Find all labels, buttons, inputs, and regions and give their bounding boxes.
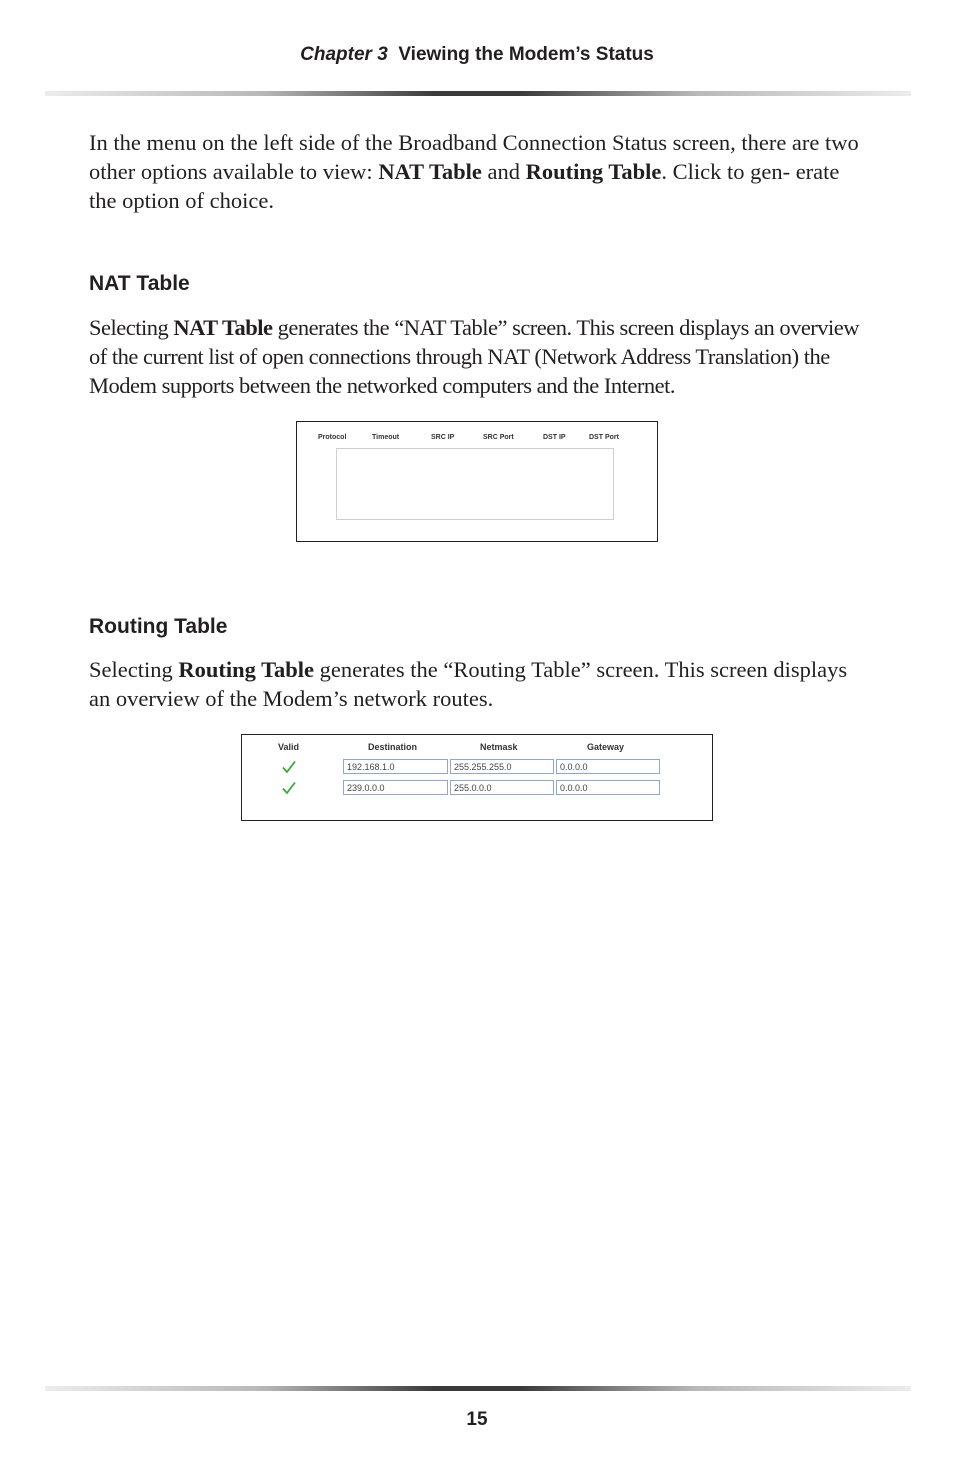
intro-text-3: . Click to gen- erate the option of choice. (89, 159, 840, 213)
route-netmask-field[interactable]: 255.255.255.0 (450, 759, 554, 774)
intro-routing-table-term: Routing Table (525, 159, 662, 184)
routing-table-heading: Routing Table (89, 615, 228, 638)
page-number: 15 (466, 1409, 488, 1430)
check-icon[interactable] (282, 781, 296, 795)
nat-col-dst-port: DST Port (589, 434, 619, 441)
chapter-title: Viewing the Modem’s Status (398, 44, 654, 65)
nat-col-timeout: Timeout (372, 434, 400, 441)
footer-rule (45, 1386, 911, 1391)
routing-text-2: generates the “Routing Table” screen. This screen displays an overview of the Modem’s network routes. (89, 657, 848, 711)
nat-col-dst-ip: DST IP (543, 434, 566, 441)
rt-col-netmask: Netmask (480, 742, 518, 752)
intro-nat-table-term: NAT Table (378, 159, 482, 184)
rt-col-gateway: Gateway (587, 742, 625, 752)
rt-col-valid: Valid (278, 742, 300, 752)
nat-text-2: generates the “NAT Table” screen. This screen displays an overview of the current list of open connections through NAT (Network Address Translation) the Modem supports between the networked computers and the Internet. (89, 315, 860, 398)
check-icon[interactable] (282, 760, 296, 774)
header-rule (45, 91, 911, 96)
page-header (0, 44, 954, 66)
route-netmask-field[interactable]: 255.0.0.0 (450, 780, 554, 795)
route-destination-field[interactable]: 192.168.1.0 (343, 759, 448, 774)
nat-table-heading: NAT Table (89, 272, 190, 295)
route-gateway-field[interactable]: 0.0.0.0 (556, 759, 660, 774)
routing-text-1: Selecting (89, 657, 179, 682)
nat-text-1: Selecting (89, 315, 174, 340)
intro-paragraph (89, 128, 864, 215)
route-destination-field[interactable]: 239.0.0.0 (343, 780, 448, 795)
routing-table-term: Routing Table (178, 657, 315, 682)
intro-text-1: In the menu on the left side of the Broadband Connection Status screen, there are two other options available to view: (89, 130, 859, 184)
nat-col-src-ip: SRC IP (431, 434, 455, 441)
routing-table-paragraph (89, 655, 864, 713)
nat-col-src-port: SRC Port (483, 434, 514, 441)
intro-text-2: and (481, 159, 526, 184)
nat-table-screenshot (296, 421, 658, 542)
chapter-label: Chapter 3 (300, 44, 388, 65)
nat-entries-list[interactable] (336, 448, 614, 520)
nat-table-paragraph (89, 313, 864, 400)
route-gateway-field[interactable]: 0.0.0.0 (556, 780, 660, 795)
nat-col-protocol: Protocol (318, 434, 347, 441)
rt-col-destination: Destination (368, 742, 418, 752)
routing-table-screenshot (241, 734, 713, 821)
nat-table-term: NAT Table (173, 315, 273, 340)
